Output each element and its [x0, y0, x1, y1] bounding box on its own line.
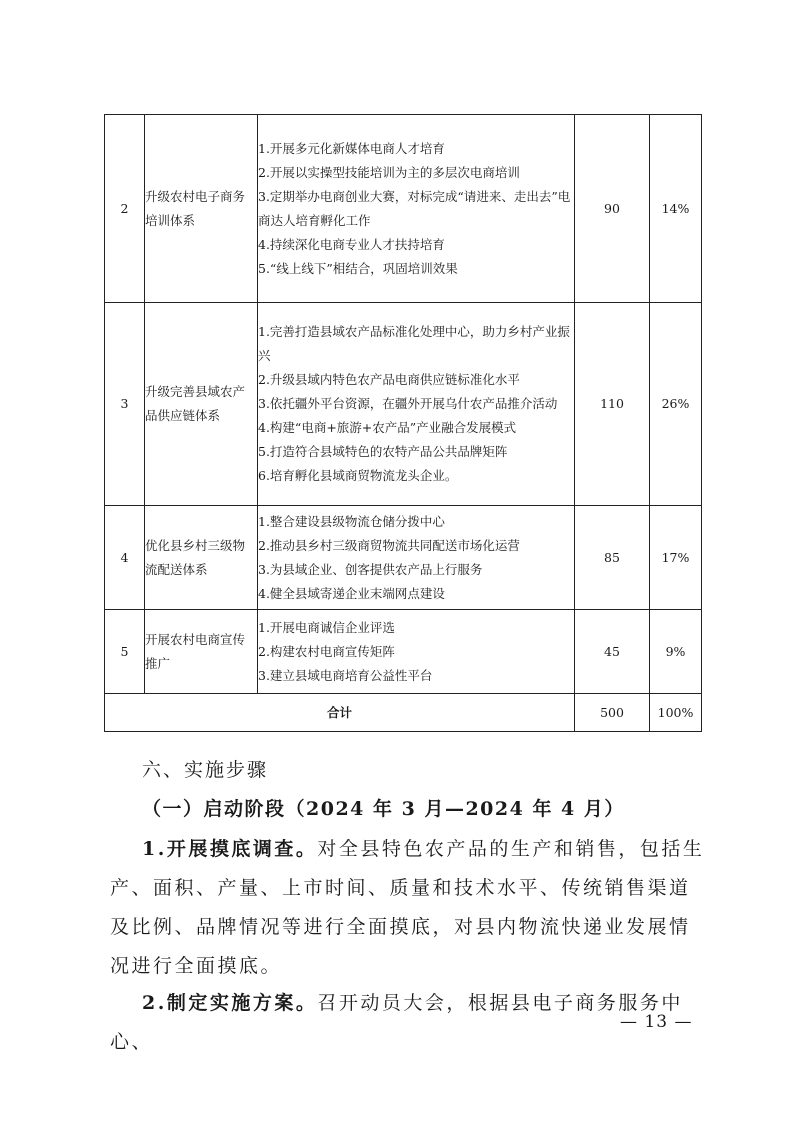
paragraph-lead: 1.开展摸底调查。: [142, 838, 318, 860]
percent-cell: 9%: [650, 610, 702, 694]
amount-cell: 45: [575, 610, 650, 694]
task-item: 1.开展多元化新媒体电商人才培育: [258, 140, 445, 156]
amount-cell: 90: [575, 115, 650, 303]
page-number: — 13 —: [620, 1012, 693, 1032]
row-number: 4: [105, 506, 145, 610]
phase-heading: （一）启动阶段（2024 年 3 月—2024 年 4 月）: [142, 798, 625, 820]
task-items: [258, 610, 575, 694]
task-item: 1.开展电商诚信企业评选: [258, 619, 395, 635]
row-number: 3: [105, 303, 145, 506]
task-name: 升级农村电子商务培训体系: [145, 115, 258, 303]
task-items: [258, 303, 575, 506]
paragraph: [110, 984, 705, 1062]
task-item: 1.完善打造县域农产品标准化处理中心，助力乡村产业振兴: [258, 324, 570, 363]
total-label: 合计: [105, 694, 575, 732]
task-items: [258, 115, 575, 303]
funding-table: [104, 114, 702, 732]
task-name: 开展农村电商宣传推广: [145, 610, 258, 694]
task-item: 3.建立县域电商培育公益性平台: [258, 667, 433, 683]
task-item: 3.定期举办电商创业大赛，对标完成“请进来、走出去”电商达人培育孵化工作: [258, 188, 571, 228]
task-item: 4.健全县域寄递企业末端网点建设: [258, 585, 445, 601]
task-item: 2.升级县域内特色农产品电商供应链标准化水平: [258, 372, 520, 387]
total-percent: 100%: [650, 694, 702, 732]
task-item: 3.为县域企业、创客提供农产品上行服务: [258, 561, 483, 577]
task-item: 1.整合建设县级物流仓储分拨中心: [258, 513, 445, 529]
task-item: 3.依托疆外平台资源，在疆外开展乌什农产品推介活动: [258, 396, 558, 411]
section-heading: 六、实施步骤: [142, 759, 269, 781]
total-row: [105, 694, 702, 732]
task-item: 2.开展以实操型技能培训为主的多层次电商培训: [258, 164, 520, 180]
paragraph-text: 召开动员大会，根据县电子商务服务中心、: [110, 992, 683, 1053]
task-item: 5.“线上线下”相结合，巩固培训效果: [258, 260, 458, 276]
percent-cell: 26%: [650, 303, 702, 506]
task-item: 6.培育孵化县域商贸物流龙头企业。: [258, 468, 458, 483]
task-item: 2.推动县乡村三级商贸物流共同配送市场化运营: [258, 537, 520, 553]
task-item: 5.打造符合县域特色的农特产品公共品牌矩阵: [258, 444, 508, 459]
percent-cell: 17%: [650, 506, 702, 610]
table-row: [105, 506, 702, 610]
paragraph: [110, 830, 705, 986]
table-row: [105, 610, 702, 694]
amount-cell: 85: [575, 506, 650, 610]
paragraph-lead: 2.制定实施方案。: [142, 992, 318, 1014]
task-name: 优化县乡村三级物流配送体系: [145, 506, 258, 610]
task-item: 4.构建“电商+旅游+农产品”产业融合发展模式: [258, 420, 517, 435]
task-name: 升级完善县域农产品供应链体系: [145, 303, 258, 506]
table-row: [105, 115, 702, 303]
paragraph-text: 对全县特色农产品的生产和销售，包括生产、面积、产量、上市时间、质量和技术水平、传统销售渠道及比例、品牌情况等进行全面摸底，对县内物流快递业发展情况进行全面摸底。: [110, 838, 705, 977]
row-number: 5: [105, 610, 145, 694]
amount-cell: 110: [575, 303, 650, 506]
task-item: 4.持续深化电商专业人才扶持培育: [258, 236, 445, 252]
percent-cell: 14%: [650, 115, 702, 303]
row-number: 2: [105, 115, 145, 303]
task-items: [258, 506, 575, 610]
task-item: 2.构建农村电商宣传矩阵: [258, 643, 395, 659]
table-row: [105, 303, 702, 506]
total-amount: 500: [575, 694, 650, 732]
